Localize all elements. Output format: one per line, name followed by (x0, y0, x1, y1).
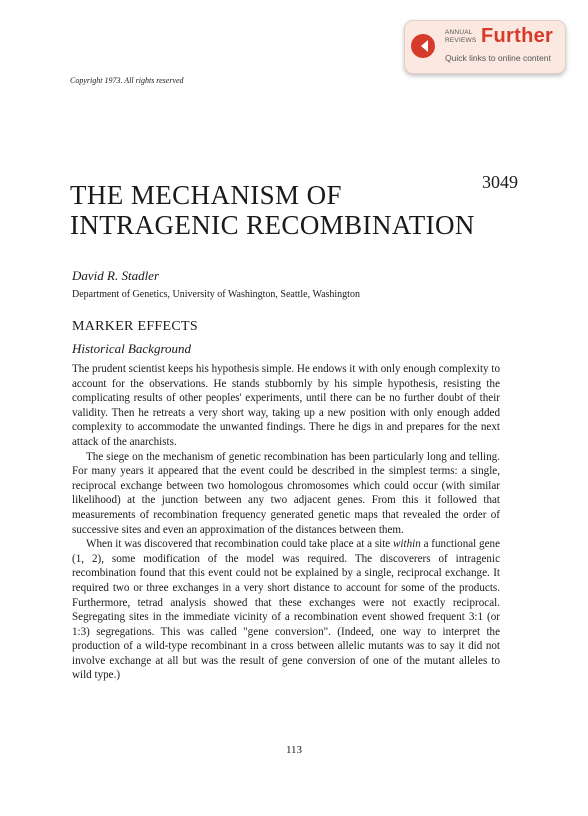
further-wordmark: Further (481, 25, 554, 47)
article-title: THE MECHANISM OF INTRAGENIC RECOMBINATION (70, 180, 475, 240)
paragraph: The siege on the mechanism of genetic recombination has been particularly long and telling. For many years it appeared that the event could be described in the simplest terms: a single, reciprocal exchange between two homologous chromosomes which could occur (with similar likelihood) at the junction between any two adjacent genes. From this it followed that measurements of recombination frequency generated genetic maps that revealed the order of successive sites and even an approximation of the distances between them. (72, 450, 500, 536)
annual-reviews-label: ANNUAL REVIEWS (445, 29, 477, 44)
author-affiliation: Department of Genetics, University of Washington, Seattle, Washington (72, 289, 360, 300)
author-name: David R. Stadler (72, 268, 160, 283)
paragraph: When it was discovered that recombination could take place at a site within a functional gene (1, 2), some modification of the model was required. The discoverers of intragenic recombination found that this event could not be explained by a single, reciprocal exchange. It required two or three exchanges in a very short distance to account for some of the products. Furthermore, tetrad analysis showed that these exchanges were not exactly reciprocal. Segregating sites in the immediate vicinity of a recombination event showed frequent 3:1 (or 1:3) segregations. This was called "gene conversion". (Indeed, one way to interpret the production of a wild-type recombinant in a cross between allelic mutants was to say it did not involve exchange at all but was the result of gene conversion of one of the mutant alleles to wild type.) (72, 538, 500, 682)
subsection-heading: Historical Background (72, 341, 192, 356)
further-links-badge[interactable] (404, 20, 566, 74)
page-number: 113 (285, 744, 303, 756)
article-body (72, 362, 500, 683)
section-heading: MARKER EFFECTS (72, 319, 198, 334)
article-code: 3049 (482, 172, 518, 192)
emphasis-within: within (393, 538, 421, 551)
badge-subtitle: Quick links to online content (445, 53, 551, 63)
arrow-left-icon (411, 34, 435, 58)
copyright-notice: Copyright 1973. All rights reserved (70, 76, 184, 85)
paragraph: The prudent scientist keeps his hypothesis simple. He endows it with only enough complexity to account for the observations. He stands stubbornly by his simple hypothesis, resisting the complicating results of other peoples' experiments, until there can be no further doubt of their validity. Then he retreats a very short way, taking up a new position with only enough added complexity to accommodate the unwanted findings. There he digs in and prepares for the next attack of the anarchists. (72, 363, 500, 448)
